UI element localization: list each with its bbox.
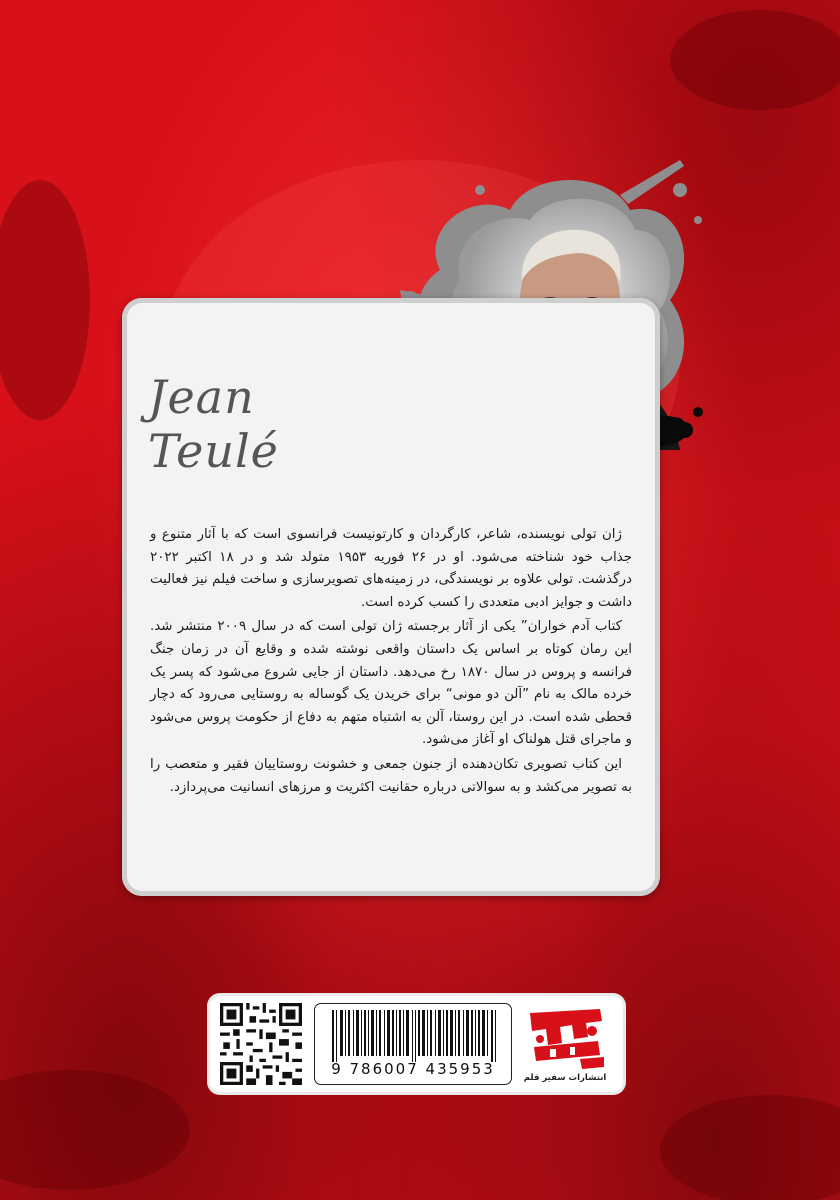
publisher-logo [520,1003,612,1073]
bio-paragraph-1: ژان تولی نویسنده، شاعر، کارگردان و کارتونیست فرانسوی است که با آثار متنوع و جذاب خود شناخته می‌شود. او در ۲۶ فوریه ۱۹۵۳ متولد شد و در ۱۸ اکتبر ۲۰۲۲ درگذشت. تولی علاوه بر نویسندگی، در زمینه‌های تصویرسازی و ساخت فیلم نیز فعالیت داشت و جوایز ادبی متعددی را کسب کرده است. [150,527,633,610]
bio-paragraph-2: کتاب آدم خواران” یکی از آثار برجسته ژان تولی است که در سال ۲۰۰۹ منتشر شد. این رمان کوتاه بر اساس یک داستان واقعی نوشته شده و وقایع آن در زمان جنگ فرانسه و پروس در سال ۱۸۷۰ رخ می‌دهد. داستان از جایی شروع می‌شود که پسر یک خرده مالک به نام ”آلن دو مونی“ برای خریدن یک گوساله به روستایی می‌رود که دچار قحطی شده است. در این روستا، آلن به اشتباه متهم به دفاع از حکومت پروس می‌شود و ماجرای قتل هولناک او آغاز می‌شود. [150,619,632,748]
qr-code[interactable] [220,1003,302,1085]
bio-paragraph-3: این کتاب تصویری تکان‌دهنده از جنون جمعی و خشونت روستاییان فقیر و متعصب را به تصویر می‌کشد و به سوالاتی درباره حقانیت اکثریت و مرزهای انسانیت می‌پردازد. [150,756,632,795]
author-biography [150,524,632,801]
author-signature: Jean Teulé [148,370,279,478]
publisher-name: انتشارات سفیر قلم [523,1073,607,1083]
isbn-number: 9 786007 435953 [331,1060,495,1078]
isbn-barcode [332,1010,498,1062]
